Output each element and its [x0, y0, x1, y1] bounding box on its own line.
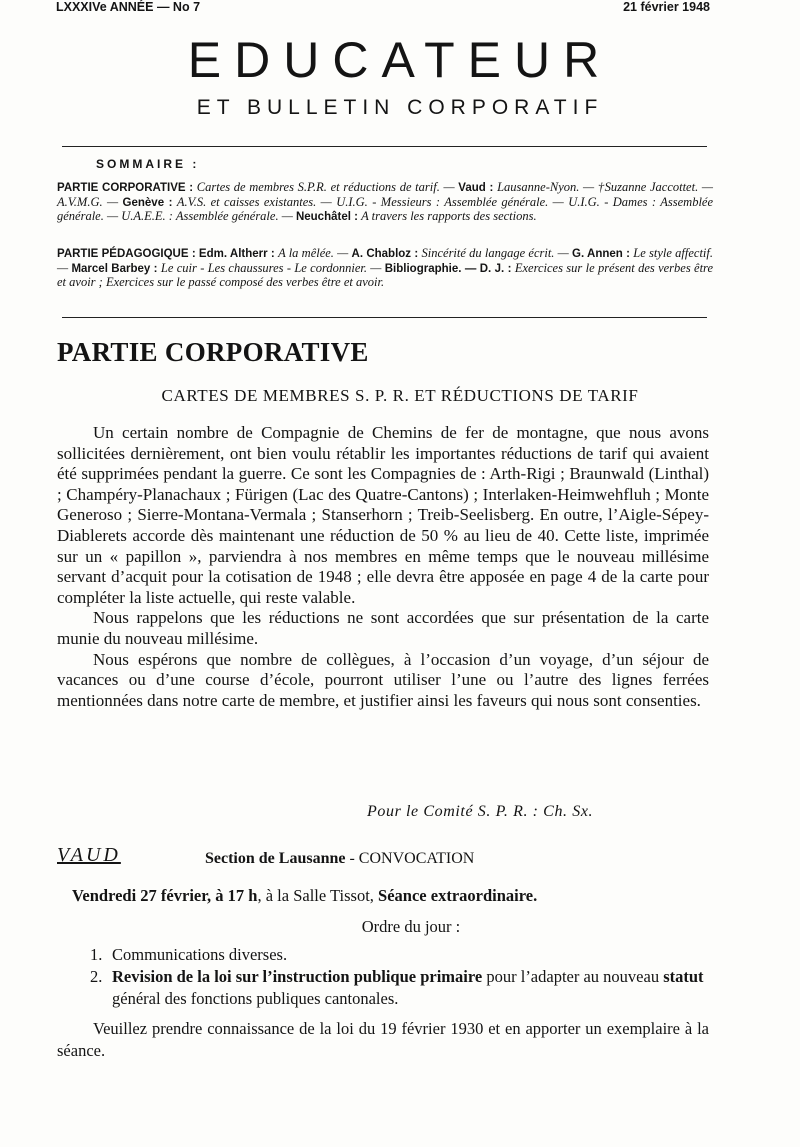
italic-run: Le style affectif. —: [57, 246, 713, 275]
italic-run: Exercices sur le présent des verbes être et avoir ; Exercices sur le passé composé des verbes être et avoir.: [57, 260, 713, 290]
bold-run: Vaud :: [458, 182, 498, 194]
italic-run: Cartes de membres S.P.R. et réductions de tarif. —: [196, 180, 459, 194]
issue-date: 21 février 1948: [623, 0, 710, 14]
article-paragraph: Un certain nombre de Compagnie de Chemins de fer de montagne, que nous avons sollicitées dernièrement, ont bien voulu rétablir les importantes réductions de tarif qui avaient été supprimées pendant la guerre. Ce sont les Compagnies de : Arth-Rigi ; Braunwald (Linthal) ; Champéry-Planachaux ; Fürigen (Lac des Quatre-Cantons) ; Interlaken-Heimwehfluh ; Monte Generoso ; Sierre-Montana-Vermala ; Stanserhorn ; Treib-Seelisberg. En outre, l’Aigle-Sépey-Diablerets accorde dès maintenant une réduction de 50 % au lieu de 40. Cette liste, imprimée sur un « papillon », parviendra à nos membres en même temps que le nouveau millésime servant d’acquit pour la cotisation de 1948 ; elle devra être apposée en page 4 de la carte pour compléter la liste actuelle, qui reste valable.: [57, 423, 709, 607]
agenda-item-text: pour l’adapter au nouveau: [482, 967, 664, 986]
bold-run: Genève :: [122, 196, 177, 209]
article-paragraph: Nous espérons que nombre de collègues, à l’occasion d’un voyage, d’un séjour de vacances ou d’une course d’école, pourront utiliser l’une ou l’autre des lignes ferrées mentionnées dans notre carte de membre, et justifier ainsi les faveurs qui nous sont consenties.: [57, 649, 709, 710]
sommaire-corporative: [57, 181, 713, 225]
bold-run: Neuchâtel :: [295, 211, 362, 224]
closing-paragraph: [57, 1018, 709, 1062]
agenda-item-number: 2.: [90, 967, 103, 986]
sommaire-heading: SOMMAIRE :: [96, 157, 200, 171]
bold-run: A. Chabloz :: [351, 248, 422, 260]
journal-title: EDUCATEUR: [187, 32, 613, 88]
closing-text: Veuillez prendre connaissance de la loi du 19 février 1930 et en apporter un exemplaire à la séance.: [57, 1019, 709, 1060]
issue-number: LXXXIVe ANNÉE — No 7: [56, 0, 201, 14]
bold-run: G. Annen :: [572, 248, 634, 260]
sommaire-corporative-label: PARTIE CORPORATIVE :: [57, 182, 194, 194]
italic-run: A.V.S. et caisses existantes. — U.I.G. - Messieurs : Assemblée générale. — U.I.G. - Dames : Assemblée générale. — U.A.E.E. : Assemblée générale. —: [57, 194, 714, 224]
journal-subtitle: ET BULLETIN CORPORATIF: [196, 96, 604, 119]
vaud-section-name: Section de Lausanne: [205, 850, 346, 867]
bold-run: Séance extraordinaire.: [378, 886, 538, 905]
article-paragraph: Nous rappelons que les réductions ne sont accordées que sur présentation de la carte munie du nouveau millésime.: [57, 608, 709, 648]
agenda-item: [90, 944, 710, 966]
article-body: [57, 423, 709, 711]
sommaire-pedagogique-label: PARTIE PÉDAGOGIQUE :: [57, 248, 196, 260]
vaud-heading: VAUD: [57, 844, 121, 866]
top-divider: [62, 146, 707, 147]
agenda-item-text: général des fonctions publiques cantonales.: [112, 989, 399, 1008]
agenda-item-bold: statut: [663, 967, 704, 986]
agenda-item-number: 1.: [90, 945, 103, 964]
vaud-section-convocation: - CONVOCATION: [345, 850, 475, 867]
sommaire-pedagogique: [57, 247, 713, 290]
agenda-item-bold: Revision de la loi sur l’instruction publique primaire: [112, 967, 483, 986]
bold-run: Marcel Barbey :: [71, 262, 161, 275]
bold-run: Vendredi 27 février, à 17 h: [72, 886, 258, 905]
bold-run: Edm. Altherr :: [198, 248, 279, 260]
article-signature: Pour le Comité S. P. R. : Ch. Sx.: [367, 803, 594, 820]
italic-run: Le cuir - Les chaussures - Le cordonnier. —: [160, 260, 385, 275]
italic-run: Lausanne-Nyon. — †Suzanne Jaccottet. — A.V.M.G. —: [57, 180, 713, 209]
italic-run: A travers les rapports des sections.: [361, 209, 537, 224]
bold-run: Bibliographie. — D. J. :: [384, 262, 515, 275]
meeting-details: [72, 886, 537, 906]
italic-run: A la mêlée. —: [278, 246, 352, 260]
italic-run: Sincérité du langage écrit. —: [421, 246, 573, 260]
vaud-section-line: [205, 850, 474, 868]
middle-divider: [62, 317, 707, 318]
text-run: , à la Salle Tissot,: [257, 886, 379, 905]
section-title: PARTIE CORPORATIVE: [57, 337, 369, 367]
article-title: CARTES DE MEMBRES S. P. R. ET RÉDUCTIONS DE TARIF: [161, 386, 639, 405]
agenda-item: [90, 966, 710, 1010]
issue-header: [56, 0, 710, 18]
agenda-heading: Ordre du jour :: [361, 917, 461, 936]
agenda-item-text: Communications diverses.: [112, 945, 288, 964]
